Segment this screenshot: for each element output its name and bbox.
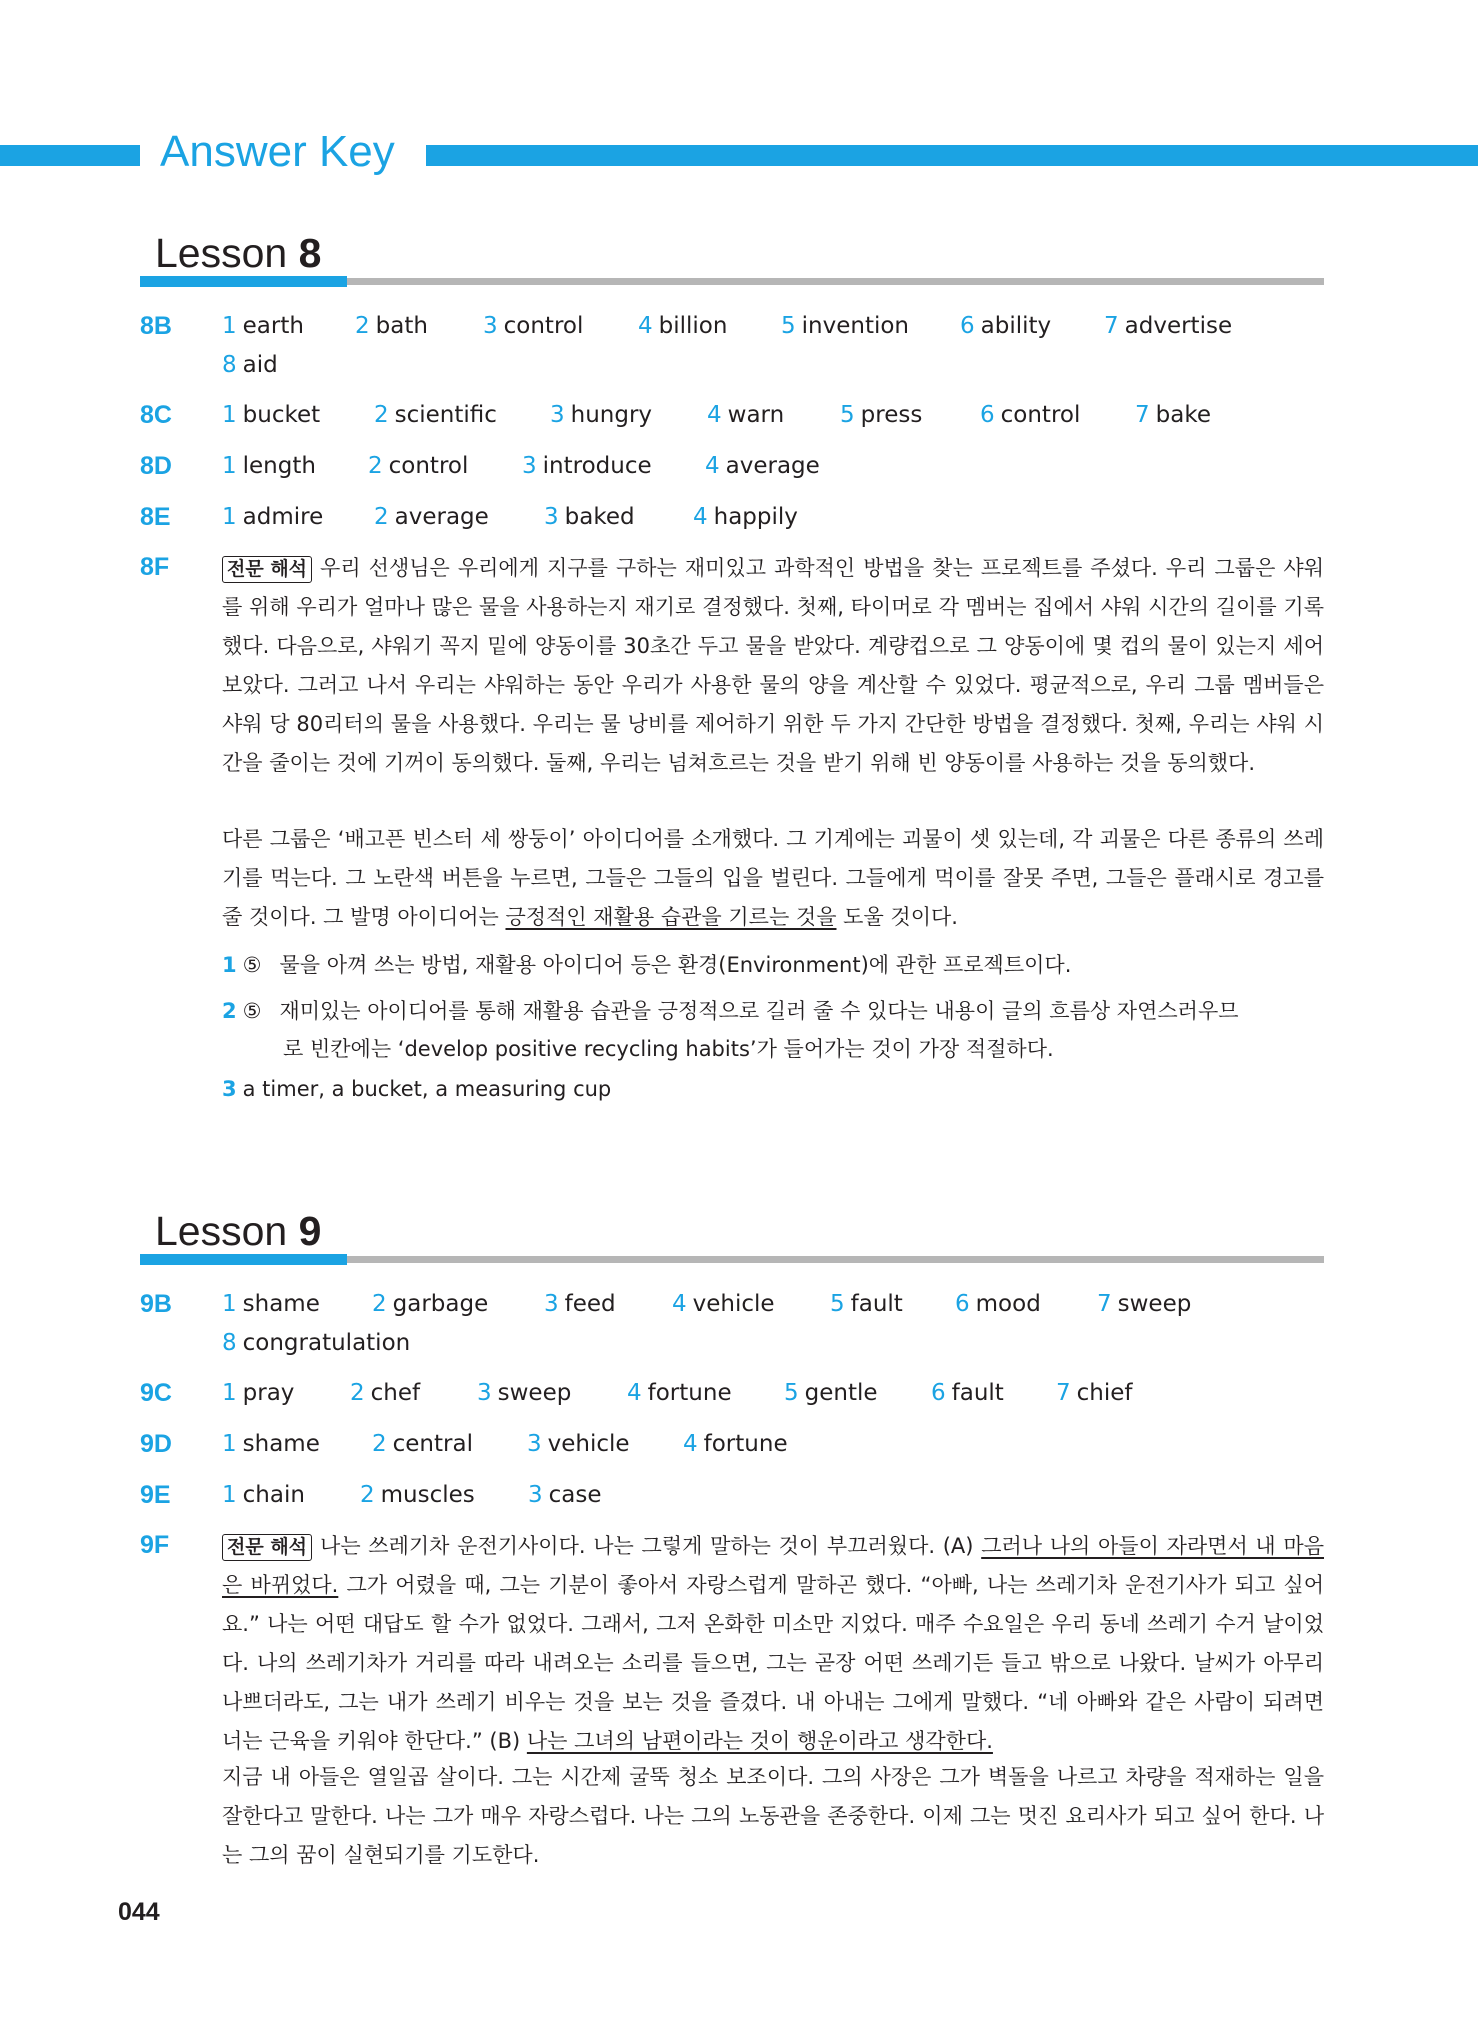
translation-paragraph: 다른 그룹은 ‘배고픈 빈스터 세 쌍둥이’ 아이디어를 소개했다. 그 기계에는 괴물이 셋 있는데, 각 괴물은 다른 종류의 쓰레기를 먹는다. 그 노란색 버튼을 누르면, 그들은 그들의 입을 벌린다. 그들에게 먹이를 잘못 주면, 그들은 플래시로 경고를 줄 것이다. 그 발명 아이디어는 긍정적인 재활용 습관을 기르는 것을 도울 것이다. — [222, 827, 1324, 929]
answer-item: 4 average — [705, 453, 820, 479]
underlined-phrase: 긍정적인 재활용 습관을 기르는 것을 — [505, 905, 837, 929]
header-bar-left — [0, 145, 140, 166]
lesson-9-heading — [155, 1206, 321, 1256]
answer-item: 5 press — [840, 402, 923, 428]
question-answer-2-cont: 로 빈칸에는 ‘develop positive recycling habits’가 들어가는 것이 가장 적절하다. — [283, 1037, 1054, 1061]
lesson-number: 9 — [298, 1208, 322, 1254]
page-number: 044 — [118, 1898, 160, 1926]
answer-item: 8 aid — [222, 352, 278, 378]
lesson-word: Lesson — [155, 230, 288, 276]
answer-item: 2 control — [368, 453, 469, 479]
answer-item: 7 bake — [1135, 402, 1211, 428]
answer-item: 8 congratulation — [222, 1330, 411, 1356]
lesson-word: Lesson — [155, 1208, 288, 1254]
question-answer-3: 3 a timer, a bucket, a measuring cup — [222, 1077, 612, 1101]
answer-item: 6 control — [980, 402, 1081, 428]
answer-item: 3 case — [528, 1482, 602, 1508]
answer-item: 6 fault — [931, 1380, 1004, 1406]
answer-item: 2 scientific — [374, 402, 497, 428]
translation-paragraph: 전문 해석 나는 쓰레기차 운전기사이다. 나는 그렇게 말하는 것이 부끄러웠다. (A) 그러나 나의 아들이 자라면서 내 마음은 바뀌었다. 그가 어렸을 때, 그는 기분이 좋아서 자랑스럽게 말하곤 했다. “아빠, 나는 쓰레기차 운전기사가 되고 싶어요.” 나는 어떤 대답도 할 수가 없었다. 그래서, 그저 온화한 미소만 지었다. 매주 수요일은 우리 동네 쓰레기 수거 날이었다. 나의 쓰레기차가 거리를 따라 내려오는 소리를 들으면, 그는 곧장 어떤 쓰레기든 들고 밖으로 나왔다. 날씨가 아무리 나쁘더라도, 그는 내가 쓰레기 비우는 것을 보는 것을 즐겼다. 내 아내는 그에게 말했다. “네 아빠와 같은 사람이 되려면 너는 근육을 키워야 한단다.” (B) 나는 그녀의 남편이라는 것이 행운이라고 생각한다. — [222, 1534, 1324, 1753]
lesson-8-heading — [155, 228, 321, 278]
answer-item: 5 fault — [830, 1291, 903, 1317]
translation-paragraph: 전문 해석 우리 선생님은 우리에게 지구를 구하는 재미있고 과학적인 방법을 찾는 프로젝트를 주셨다. 우리 그룹은 샤워를 위해 우리가 얼마나 많은 물을 사용하는지 재기로 결정했다. 첫째, 타이머로 각 멤버는 집에서 샤워 시간의 길이를 기록했다. 다음으로, 샤워기 꼭지 밑에 양동이를 30초간 두고 물을 받았다. 계량컵으로 그 양동이에 몇 컵의 물이 있는지 세어 보았다. 그러고 나서 우리는 샤워하는 동안 우리가 사용한 물의 양을 계산할 수 있었다. 평균적으로, 우리 그룹 멤버들은 샤워 당 80리터의 물을 사용했다. 우리는 물 낭비를 제어하기 위한 두 가지 간단한 방법을 결정했다. 첫째, 우리는 샤워 시간을 줄이는 것에 기꺼이 동의했다. 둘째, 우리는 넘쳐흐르는 것을 받기 위해 빈 양동이를 사용하는 것을 동의했다. — [222, 556, 1324, 775]
answer-item: 2 central — [372, 1431, 473, 1457]
lesson-9-rule-accent — [140, 1254, 347, 1265]
section-label-9d: 9D — [140, 1430, 172, 1458]
answer-item: 4 fortune — [627, 1380, 732, 1406]
translation-paragraph: 지금 내 아들은 열일곱 살이다. 그는 시간제 굴뚝 청소 보조이다. 그의 사장은 그가 벽돌을 나르고 차량을 적재하는 일을 잘한다고 말한다. 나는 그가 매우 자랑스럽다. 나는 그의 노동관을 존중한다. 이제 그는 멋진 요리사가 되고 싶어 한다. 나는 그의 꿈이 실현되기를 기도한다. — [222, 1765, 1324, 1867]
answer-item: 1 chain — [222, 1482, 305, 1508]
answer-item: 3 vehicle — [527, 1431, 630, 1457]
section-label-8f: 8F — [140, 553, 170, 581]
underlined-sentence-a: 그러나 나의 아들이 자라면서 내 마음은 바뀌었다. — [222, 1534, 1324, 1597]
answer-item: 2 muscles — [360, 1482, 475, 1508]
answer-item: 5 invention — [781, 313, 910, 339]
translation-tag: 전문 해석 — [222, 1534, 312, 1561]
underlined-sentence-b: 나는 그녀의 남편이라는 것이 행운이라고 생각한다. — [526, 1729, 993, 1753]
answer-item: 1 shame — [222, 1431, 320, 1457]
answer-item: 7 advertise — [1104, 313, 1233, 339]
answer-item: 3 feed — [544, 1291, 616, 1317]
section-label-8b: 8B — [140, 312, 172, 340]
answer-item: 7 chief — [1056, 1380, 1133, 1406]
answer-item: 7 sweep — [1097, 1291, 1192, 1317]
answer-item: 2 garbage — [372, 1291, 489, 1317]
header-bar-right — [426, 145, 1478, 166]
answer-item: 1 shame — [222, 1291, 320, 1317]
answer-item: 3 introduce — [522, 453, 652, 479]
question-answer-2: 2 ⑤ 재미있는 아이디어를 통해 재활용 습관을 긍정적으로 길러 줄 수 있다는 내용이 글의 흐름상 자연스러우므 — [222, 999, 1239, 1023]
section-label-9f: 9F — [140, 1531, 170, 1559]
answer-item: 1 length — [222, 453, 316, 479]
answer-item: 1 pray — [222, 1380, 295, 1406]
section-label-9b: 9B — [140, 1290, 172, 1318]
answer-item: 2 chef — [350, 1380, 421, 1406]
answer-item: 6 ability — [960, 313, 1052, 339]
answer-item: 4 warn — [707, 402, 785, 428]
answer-item: 2 average — [374, 504, 489, 530]
answer-item: 5 gentle — [784, 1380, 878, 1406]
answer-item: 3 hungry — [550, 402, 653, 428]
translation-tag: 전문 해석 — [222, 556, 312, 583]
section-label-8e: 8E — [140, 503, 171, 531]
lesson-8-rule-accent — [140, 276, 347, 287]
section-label-8d: 8D — [140, 452, 172, 480]
question-answer-1: 1 ⑤ 물을 아껴 쓰는 방법, 재활용 아이디어 등은 환경(Environment)에 관한 프로젝트이다. — [222, 953, 1072, 977]
section-label-9e: 9E — [140, 1481, 171, 1509]
answer-item: 1 earth — [222, 313, 304, 339]
answer-item: 6 mood — [955, 1291, 1041, 1317]
answer-item: 4 billion — [638, 313, 728, 339]
answer-item: 4 vehicle — [672, 1291, 775, 1317]
answer-item: 2 bath — [355, 313, 428, 339]
answer-item: 3 sweep — [477, 1380, 572, 1406]
answer-item: 4 happily — [693, 504, 798, 530]
section-label-9c: 9C — [140, 1379, 172, 1407]
section-label-8c: 8C — [140, 401, 172, 429]
answer-item: 1 bucket — [222, 402, 321, 428]
answer-item: 1 admire — [222, 504, 324, 530]
answer-item: 4 fortune — [683, 1431, 788, 1457]
page-title: Answer Key — [160, 127, 395, 176]
answer-item: 3 control — [483, 313, 584, 339]
lesson-number: 8 — [298, 230, 322, 276]
answer-item: 3 baked — [544, 504, 635, 530]
